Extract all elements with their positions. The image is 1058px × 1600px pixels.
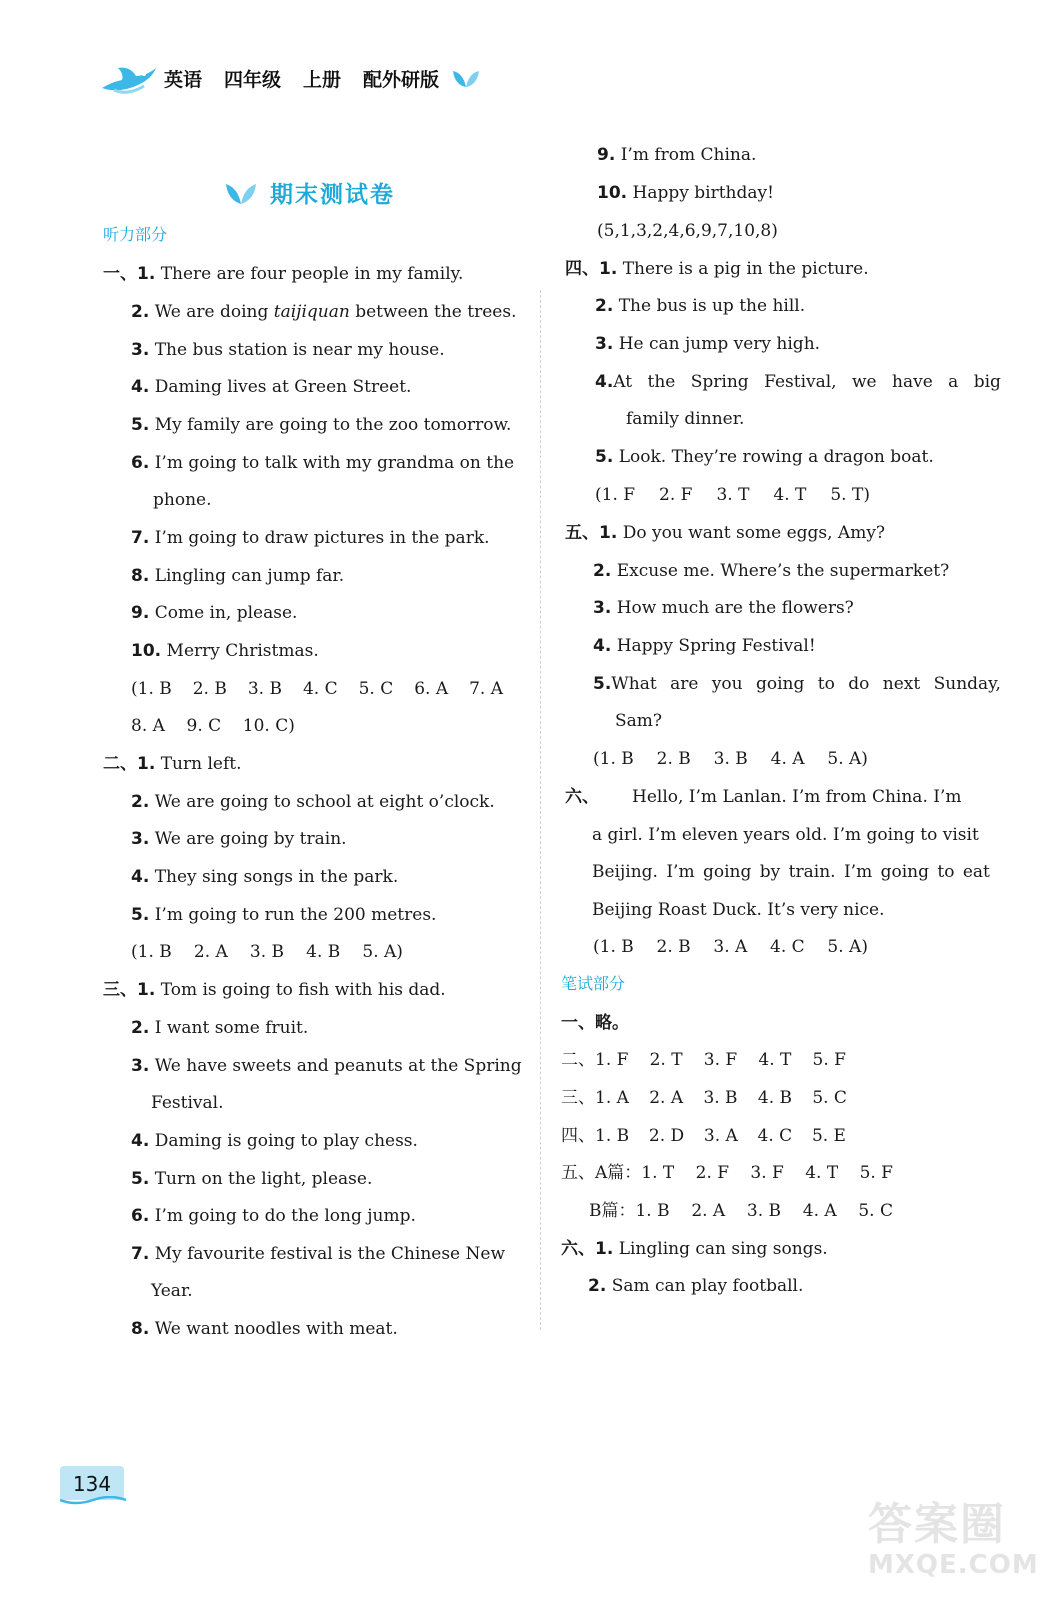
list-item-continued: phone. bbox=[153, 490, 212, 510]
list-item: 2. We are going to school at eight o’clock. bbox=[131, 792, 495, 812]
answer-key: 四、1. B 2. D 3. A 4. C 5. E bbox=[561, 1126, 846, 1146]
answer-key: (1. B 2. A 3. B 4. B 5. A) bbox=[131, 942, 403, 962]
list-item: 2. I want some fruit. bbox=[131, 1018, 309, 1038]
list-item: 二、1. Turn left. bbox=[103, 754, 242, 774]
list-item: 5. My family are going to the zoo tomorrow. bbox=[131, 415, 512, 435]
list-item: 三、1. Tom is going to fish with his dad. bbox=[103, 980, 446, 1000]
list-item-continued: Year. bbox=[151, 1281, 193, 1301]
list-item: 6. I’m going to do the long jump. bbox=[131, 1206, 416, 1226]
list-item: 10. Merry Christmas. bbox=[131, 641, 319, 661]
list-item: 6. I’m going to talk with my grandma on the bbox=[131, 453, 515, 473]
passage-line: Beijing. I’m going by train. I’m going to eat bbox=[592, 862, 990, 882]
list-item: 5. Look. They’re rowing a dragon boat. bbox=[595, 447, 934, 467]
list-item: 3. We have sweets and peanuts at the Spring bbox=[131, 1056, 522, 1076]
list-item: 一、1. There are four people in my family. bbox=[103, 264, 464, 284]
list-item: 3. We are going by train. bbox=[131, 829, 347, 849]
list-item: 2. We are doing taijiquan between the trees. bbox=[131, 302, 517, 322]
list-item: 六、1. Lingling can sing songs. bbox=[561, 1239, 828, 1259]
answer-key: 二、1. F 2. T 3. F 4. T 5. F bbox=[561, 1050, 846, 1070]
answer-key: 三、1. A 2. A 3. B 4. B 5. C bbox=[561, 1088, 847, 1108]
header-subject: 英语 bbox=[164, 68, 203, 91]
list-item: 8. Lingling can jump far. bbox=[131, 566, 345, 586]
list-item-continued: family dinner. bbox=[626, 409, 745, 429]
header-volume: 上册 bbox=[303, 68, 342, 91]
passage-line: Beijing Roast Duck. It’s very nice. bbox=[592, 900, 885, 920]
list-item: 五、1. Do you want some eggs, Amy? bbox=[565, 523, 886, 543]
answer-key: (1. B 2. B 3. B 4. A 5. A) bbox=[593, 749, 868, 769]
list-item: 4. Happy Spring Festival! bbox=[593, 636, 816, 656]
leaf-icon bbox=[224, 180, 258, 206]
header-grade: 四年级 bbox=[224, 68, 282, 91]
answer-key: (1. B 2. B 3. B 4. C 5. C 6. A 7. A bbox=[131, 679, 503, 699]
leaf-icon bbox=[451, 67, 481, 89]
section-heading-written: 笔试部分 bbox=[561, 974, 626, 993]
passage-line: a girl. I’m eleven years old. I’m going to visit bbox=[592, 825, 979, 845]
list-item: 9. Come in, please. bbox=[131, 603, 298, 623]
answer-key: (1. B 2. B 3. A 4. C 5. A) bbox=[593, 937, 868, 957]
list-item: 2. Excuse me. Where’s the supermarket? bbox=[593, 561, 950, 581]
page-header bbox=[100, 58, 481, 98]
list-item: 3. He can jump very high. bbox=[595, 334, 821, 354]
section-title bbox=[224, 176, 395, 209]
list-item: 5. What are you going to do next Sunday, bbox=[593, 674, 1001, 694]
list-item: 4. Daming is going to play chess. bbox=[131, 1131, 418, 1151]
list-item: 8. We want noodles with meat. bbox=[131, 1319, 398, 1339]
passage-label: 六、 bbox=[565, 787, 599, 807]
list-item: 2. The bus is up the hill. bbox=[595, 296, 806, 316]
list-item-continued: Sam? bbox=[615, 711, 663, 731]
watermark-text: 答案圈 bbox=[868, 1499, 1006, 1550]
list-item: 一、略。 bbox=[561, 1013, 629, 1033]
page-number: 134 bbox=[72, 1472, 112, 1496]
list-item: 9. I’m from China. bbox=[597, 145, 757, 165]
list-item: 4. At the Spring Festival, we have a big bbox=[595, 372, 1001, 392]
page-title: 期末测试卷 bbox=[270, 182, 395, 208]
passage-line: Hello, I’m Lanlan. I’m from China. I’m bbox=[632, 787, 962, 807]
list-item-continued: Festival. bbox=[151, 1093, 224, 1113]
list-item: 3. How much are the flowers? bbox=[593, 598, 854, 618]
answer-key: (5,1,3,2,4,6,9,7,10,8) bbox=[597, 221, 778, 241]
section-heading-listening: 听力部分 bbox=[103, 225, 168, 244]
list-item: 四、1. There is a pig in the picture. bbox=[565, 259, 869, 279]
answer-key: B篇：1. B 2. A 3. B 4. A 5. C bbox=[589, 1201, 893, 1221]
answer-key: 8. A 9. C 10. C) bbox=[131, 716, 295, 736]
answer-key: (1. F 2. F 3. T 4. T 5. T) bbox=[595, 485, 870, 505]
column-divider bbox=[540, 290, 541, 1330]
list-item: 7. I’m going to draw pictures in the park. bbox=[131, 528, 490, 548]
list-item: 5. Turn on the light, please. bbox=[131, 1169, 373, 1189]
list-item: 10. Happy birthday! bbox=[597, 183, 774, 203]
header-edition: 配外研版 bbox=[363, 68, 440, 91]
watermark-url: MXQE.COM bbox=[868, 1550, 1039, 1580]
answer-key: 五、A篇：1. T 2. F 3. F 4. T 5. F bbox=[561, 1163, 893, 1183]
list-item: 3. The bus station is near my house. bbox=[131, 340, 445, 360]
bird-logo-icon bbox=[100, 60, 158, 96]
list-item: 2. Sam can play football. bbox=[588, 1276, 804, 1296]
watermark bbox=[862, 1480, 1039, 1590]
wave-decoration-icon bbox=[60, 1496, 126, 1506]
list-item: 7. My favourite festival is the Chinese New bbox=[131, 1244, 506, 1264]
list-item: 5. I’m going to run the 200 metres. bbox=[131, 905, 437, 925]
list-item: 4. They sing songs in the park. bbox=[131, 867, 399, 887]
page-number-badge bbox=[60, 1466, 126, 1506]
list-item: 4. Daming lives at Green Street. bbox=[131, 377, 412, 397]
